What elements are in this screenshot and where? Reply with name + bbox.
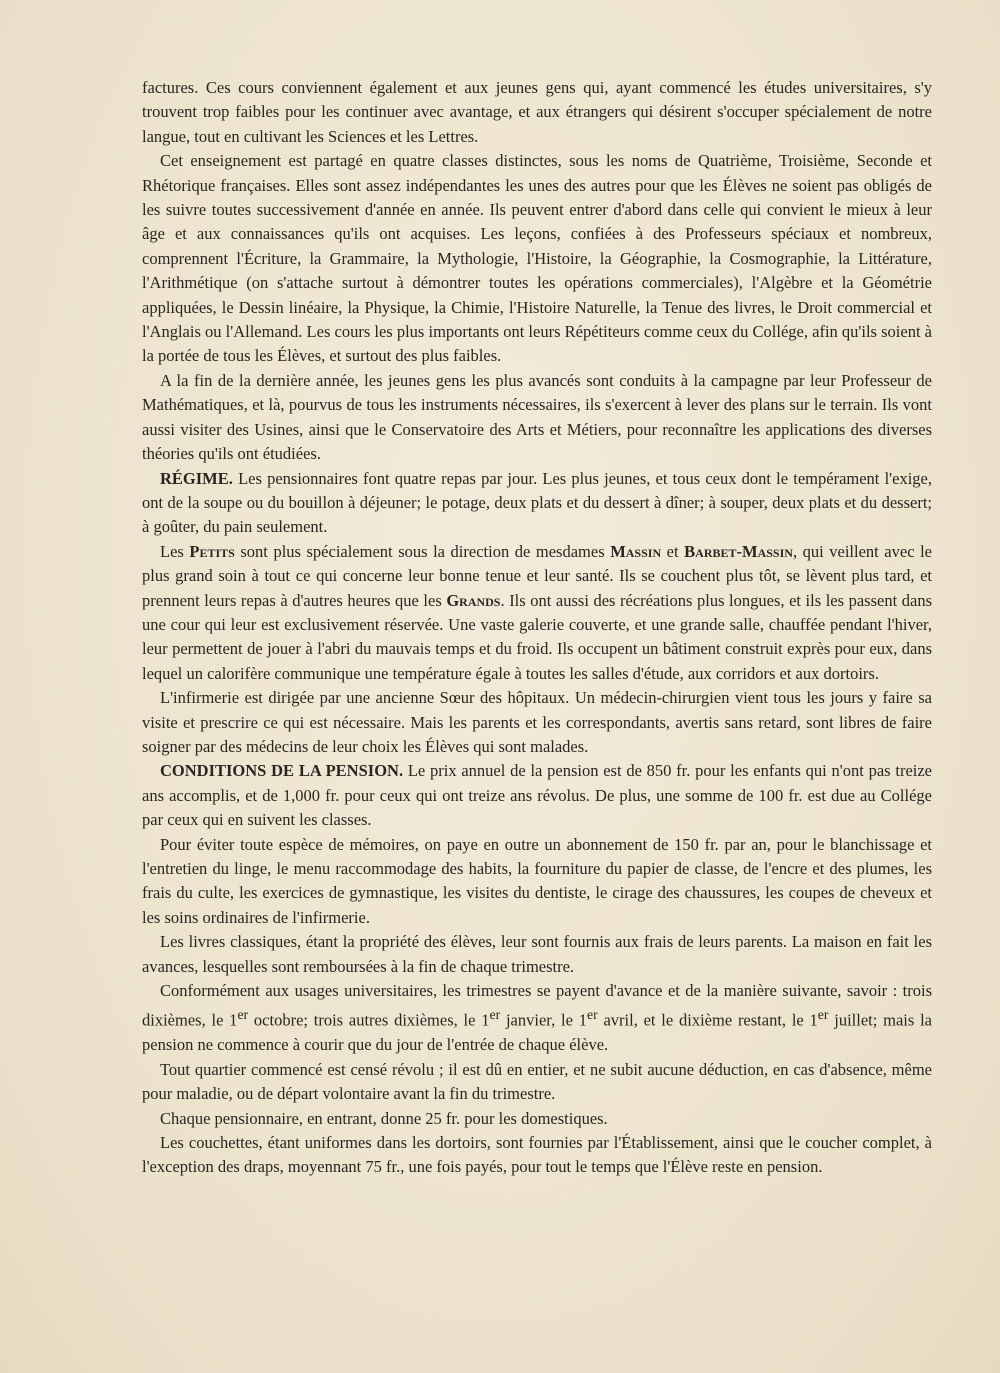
paragraph-text: octobre; trois autres dixièmes, le 1 [248, 1010, 490, 1030]
paragraph-text: Les pensionnaires font quatre repas par jour. Les plus jeunes, et tous ceux dont le tempérament l'exige, ont de la soupe ou du bouillon à déjeuner; le potage, deux plats et du dessert à dîner; à souper, deux plats et du dessert; à goûter, du pain seulement. [142, 468, 932, 537]
superscript: er [489, 1007, 501, 1023]
paragraph-text: A la fin de la dernière année, les jeunes gens les plus avancés sont conduits à la campagne par leur Professeur de Mathématiques, et là, pourvus de tous les instruments nécessaires, ils s'exercent à lever des plans sur le terrain. Ils vont aussi visiter des Usines, ainsi que le Conservatoire des Arts et Métiers, pour reconnaître les applications des diverses théories qu'ils ont étudiées. [142, 370, 932, 464]
paragraph-text: Les couchettes, étant uniformes dans les dortoirs, sont fournies par l'Établissement, ainsi que le coucher complet, à l'exception des draps, moyennant 75 fr., une fois payés, pour tout le temps que l'Élève reste en pension. [142, 1132, 932, 1177]
paragraph-trimestres [142, 979, 932, 1058]
paragraph-text: L'infirmerie est dirigée par une ancienne Sœur des hôpitaux. Un médecin-chirurgien vient tous les jours y faire sa visite et prescrire ce qui est nécessaire. Mais les parents et les correspondants, avertis sans retard, sont libres de faire soigner par des médecins de leur choix les Élèves qui sont malades. [142, 688, 932, 756]
paragraph-text: Les livres classiques, étant la propriété des élèves, leur sont fournis aux frais de leurs parents. La maison en fait les avances, lesquelles sont remboursées à la fin de chaque trimestre. [142, 932, 932, 976]
paragraph-text: Cet enseignement est partagé en quatre classes distinctes, sous les noms de Quatrième, Troisième, Seconde et Rhétorique françaises. Elles sont assez indépendantes les unes des autres pour que les Élèves ne soient pas obligés de les suivre toutes successivement d'année en année. Ils peuvent entrer d'abord dans celle qui convient le mieux à leur âge et aux connaissances qu'ils ont acquises. Les leçons, confiées à des Professeurs spéciaux et nombreux, comprennent l'Écriture, la Grammaire, la Mythologie, l'Histoire, la Géographie, la Cosmographie, la Littérature, l'Arithmétique (on s'attache surtout à démontrer toutes les opérations commerciales), l'Algèbre et la Géométrie appliquées, le Dessin linéaire, la Physique, la Chimie, l'Histoire Naturelle, la Tenue des livres, le Droit commercial et l'Anglais ou l'Allemand. Les cours les plus importants ont leurs Répétiteurs comme ceux du Collége, afin qu'ils soient à la portée de tous les Élèves, et surtout des plus faibles. [142, 151, 932, 366]
paragraph-text: Tout quartier commencé est censé révolu ; il est dû en entier, et ne subit aucune déduction, en cas d'absence, même pour maladie, ou de départ volontaire avant la fin du trimestre. [142, 1059, 932, 1104]
paragraph-text: Les [160, 541, 190, 561]
small-caps-term: Grands [446, 590, 501, 610]
paragraph-livres [142, 930, 932, 979]
small-caps-name: Barbet-Massin [684, 541, 793, 561]
paragraph-couchettes [142, 1131, 932, 1180]
superscript: er [817, 1007, 829, 1023]
page-body [142, 76, 932, 1180]
paragraph-abonnement [142, 833, 932, 931]
small-caps-term: Petits [189, 541, 235, 561]
paragraph-text: Chaque pensionnaire, en entrant, donne 25 fr. pour les domestiques. [160, 1108, 608, 1128]
paragraph-text: Le prix annuel de la pension est de 850 fr. pour les enfants qui n'ont pas treize ans accomplis, et de 1,000 fr. pour ceux qui ont treize ans révolus. De plus, une somme de 100 fr. est due au Collége par ceux qui en suivent les classes. [142, 761, 933, 830]
paragraph-2 [142, 149, 932, 369]
superscript: er [237, 1007, 249, 1023]
section-heading-conditions: CONDITIONS DE LA PENSION. [160, 761, 404, 781]
paragraph-quartier [142, 1058, 932, 1107]
paragraph-text: janvier, le 1 [500, 1010, 587, 1030]
paragraph-text: Conformément aux usages universitaires, les trimestres se payent d'avance et de la manière suivante, savoir : trois dixièmes, le 1 [142, 981, 932, 1030]
paragraph-text: , qui veillent avec le plus grand soin à tout ce qui concerne leur bonne tenue et leur santé. Ils se couchent plus tôt, se lèvent plus tard, et prennent leurs repas à d'autres heures que les [142, 541, 932, 610]
paragraph-3 [142, 369, 932, 467]
paragraph-text: juillet; mais la pension ne commence à courir que du jour de l'entrée de chaque élève. [142, 1010, 932, 1055]
paragraph-petits [142, 540, 932, 686]
paragraph-text: sont plus spécialement sous la direction de mesdames [234, 541, 611, 561]
paragraph-text: Pour éviter toute espèce de mémoires, on paye en outre un abonnement de 150 fr. par an, pour le blanchissage et l'entretien du linge, le menu raccommodage des habits, la fourniture du papier de classe, de l'encre et des plumes, les frais du culte, les exercices de gymnastique, les visites du dentiste, le cirage des chaussures, les coupes de cheveux et les soins ordinaires de l'infirmerie. [142, 834, 932, 927]
paragraph-text: avril, et le dixième restant, le 1 [597, 1010, 818, 1030]
paragraph-1 [142, 76, 932, 149]
paragraph-text: factures. Ces cours conviennent également et aux jeunes gens qui, ayant commencé les études universitaires, s'y trouvent trop faibles pour les continuer avec avantage, et aux étrangers qui désirent s'occuper spécialement de notre langue, tout en cultivant les Sciences et les Lettres. [142, 78, 932, 146]
superscript: er [586, 1007, 598, 1023]
paragraph-conditions [142, 759, 932, 832]
paragraph-text: et [661, 541, 685, 561]
paragraph-infirmerie [142, 686, 932, 759]
section-heading-regime: RÉGIME. [160, 468, 233, 488]
paragraph-regime [142, 467, 932, 540]
small-caps-name: Massin [610, 541, 662, 561]
paragraph-text: . Ils ont aussi des récréations plus longues, et ils les passent dans une cour qui leur est exclusivement réservée. Une vaste galerie couverte, et une grande salle, chauffée pendant l'hiver, leur permettent de jouer à l'abri du mauvais temps et du froid. Ils occupent un bâtiment construit exprès pour eux, dans lequel un calorifère communique une température égale à toutes les salles d'étude, aux corridors et aux dortoirs. [142, 590, 932, 683]
paragraph-domestiques [142, 1107, 932, 1131]
